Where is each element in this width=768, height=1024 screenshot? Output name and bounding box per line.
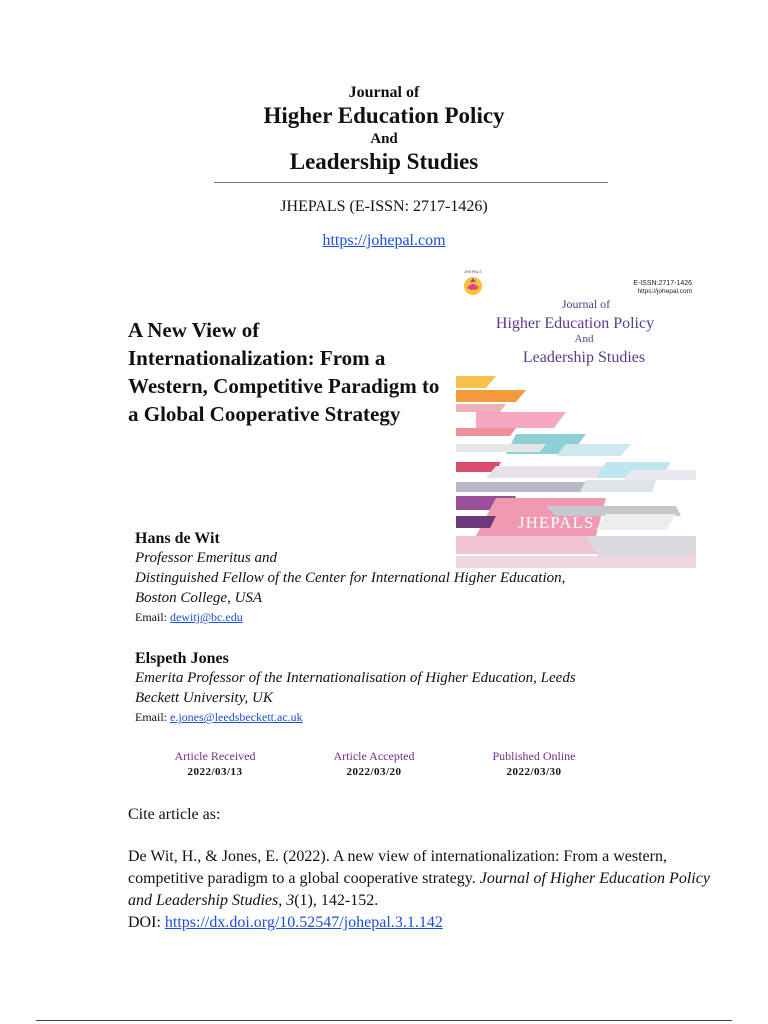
cover-title-line2: Leadership Studies xyxy=(522,349,646,366)
cover-logo-text: JHEPALS xyxy=(464,269,482,274)
article-title: A New View of Internationalization: From a Western, Competitive Paradigm to a Global Cooperative Strategy xyxy=(128,318,440,426)
journal-masthead xyxy=(0,84,768,176)
author-block-2 xyxy=(135,650,595,726)
journal-prefix: Journal of xyxy=(348,84,420,101)
date-accepted xyxy=(299,748,449,780)
journal-website xyxy=(0,232,768,250)
email-label: Email: xyxy=(135,610,167,624)
date-value: 2022/03/20 xyxy=(346,766,402,778)
masthead-divider xyxy=(214,182,608,183)
doi-link[interactable]: https://dx.doi.org/10.52547/johepal.3.1.142 xyxy=(164,914,443,931)
date-value: 2022/03/13 xyxy=(187,766,243,778)
date-value: 2022/03/30 xyxy=(506,766,562,778)
citation-issue-pages: (1), 142-152. xyxy=(294,892,379,909)
author-name: Elspeth Jones xyxy=(135,650,229,667)
cover-url: https://johepal.com xyxy=(637,288,692,295)
author-email-link[interactable]: dewitj@bc.edu xyxy=(170,610,243,624)
journal-conjunction: And xyxy=(370,131,398,147)
date-received xyxy=(140,748,290,780)
cover-journal-prefix: Journal of xyxy=(561,297,611,311)
citation-block xyxy=(128,846,718,934)
date-label: Article Accepted xyxy=(333,749,415,763)
citation-journal: Journal of Higher Education Policy and Leadership Studies, 3 xyxy=(128,870,710,909)
email-label: Email: xyxy=(135,710,167,724)
date-published xyxy=(459,748,609,780)
citation-text: De Wit, H., & Jones, E. (2022). A new view of internationalization: From a western, competitive paradigm to a global cooperative strategy. xyxy=(128,848,667,887)
author-name: Hans de Wit xyxy=(135,530,220,547)
doi-label: DOI: xyxy=(128,914,161,931)
author-email-row xyxy=(135,608,595,626)
author-block-1 xyxy=(135,530,595,626)
author-affiliation-line1: Professor Emeritus and xyxy=(135,550,277,566)
journal-title-line1: Higher Education Policy xyxy=(263,103,505,128)
cite-label: Cite article as: xyxy=(128,806,221,823)
author-affiliation-line1: Emerita Professor of the Internationalisation of Higher Education, Leeds Beckett University, UK xyxy=(135,670,576,706)
author-affiliation-line2: Distinguished Fellow of the Center for International Higher Education, Boston College, USA xyxy=(135,570,566,606)
date-label: Article Received xyxy=(174,749,256,763)
journal-cover-image xyxy=(456,266,696,568)
footer-divider xyxy=(36,1020,732,1021)
website-link[interactable]: https://johepal.com xyxy=(322,232,446,249)
issn-line: JHEPALS (E-ISSN: 2717-1426) xyxy=(280,198,488,215)
cover-conjunction: And xyxy=(574,333,594,345)
cover-artwork xyxy=(456,266,696,568)
cover-title-line1: Higher Education Policy xyxy=(495,315,655,332)
author-email-link[interactable]: e.jones@leedsbeckett.ac.uk xyxy=(170,710,303,724)
date-label: Published Online xyxy=(492,749,576,763)
cover-acronym: JHEPALS xyxy=(518,513,595,532)
cover-issn: E-ISSN:2717-1426 xyxy=(633,280,692,287)
cover-logo-icon xyxy=(464,269,482,295)
journal-title-line2: Leadership Studies xyxy=(289,149,479,174)
author-email-row xyxy=(135,708,595,726)
